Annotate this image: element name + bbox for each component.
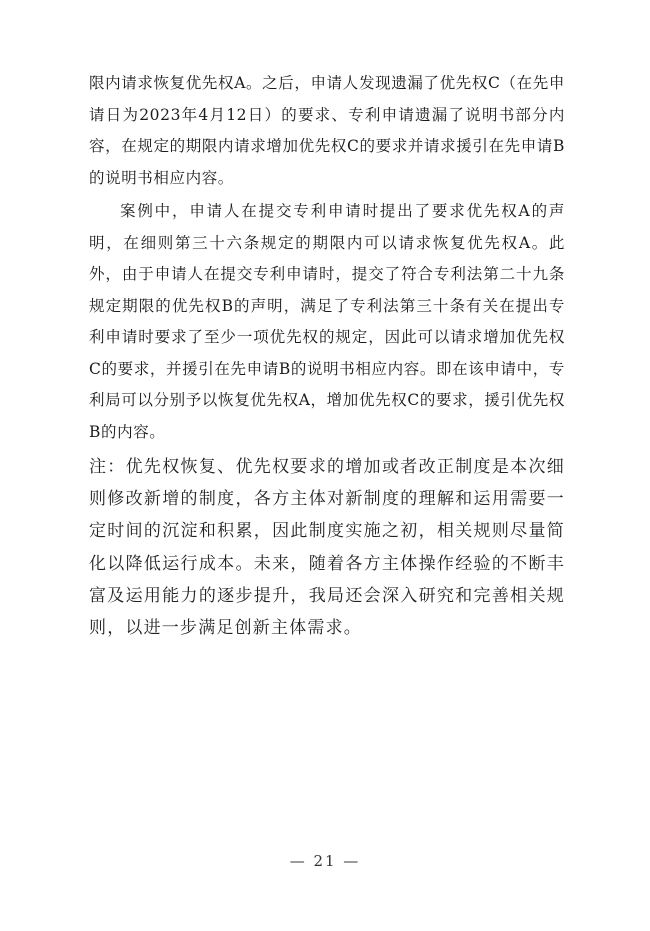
body-paragraph-2: 案例中，申请人在提交专利申请时提出了要求优先权A的声明，在细则第三十六条规定的期限内可以请求恢复优先权A。此外，由于申请人在提交专利申请时，提交了符合专利法第二十九条规定期限的优先权B的声明，满足了专利法第三十条有关在提出专利申请时要求了至少一项优先权的规定，因此可以请求增加优先权C的要求，并援引在先申请B的说明书相应内容。即在该申请中，专利局可以分别予以恢复优先权A，增加优先权C的要求，援引优先权B的内容。 bbox=[89, 202, 565, 441]
note-paragraph: 注：优先权恢复、优先权要求的增加或者改正制度是本次细则修改新增的制度，各方主体对新制度的理解和运用需要一定时间的沉淀和积累，因此制度实施之初，相关规则尽量简化以降低运行成本。未来，随着各方主体操作经验的不断丰富及运用能力的逐步提升，我局还会深入研究和完善相关规则，以进一步满足创新主体需求。 bbox=[89, 457, 565, 639]
body-paragraph-1: 限内请求恢复优先权A。之后，申请人发现遗漏了优先权C（在先申请日为2023年4月12日）的要求、专利申请遗漏了说明书部分内容，在规定的期限内请求增加优先权C的要求并请求援引在先申请B的说明书相应内容。 bbox=[89, 74, 565, 187]
page-number: — 21 — bbox=[289, 852, 361, 870]
